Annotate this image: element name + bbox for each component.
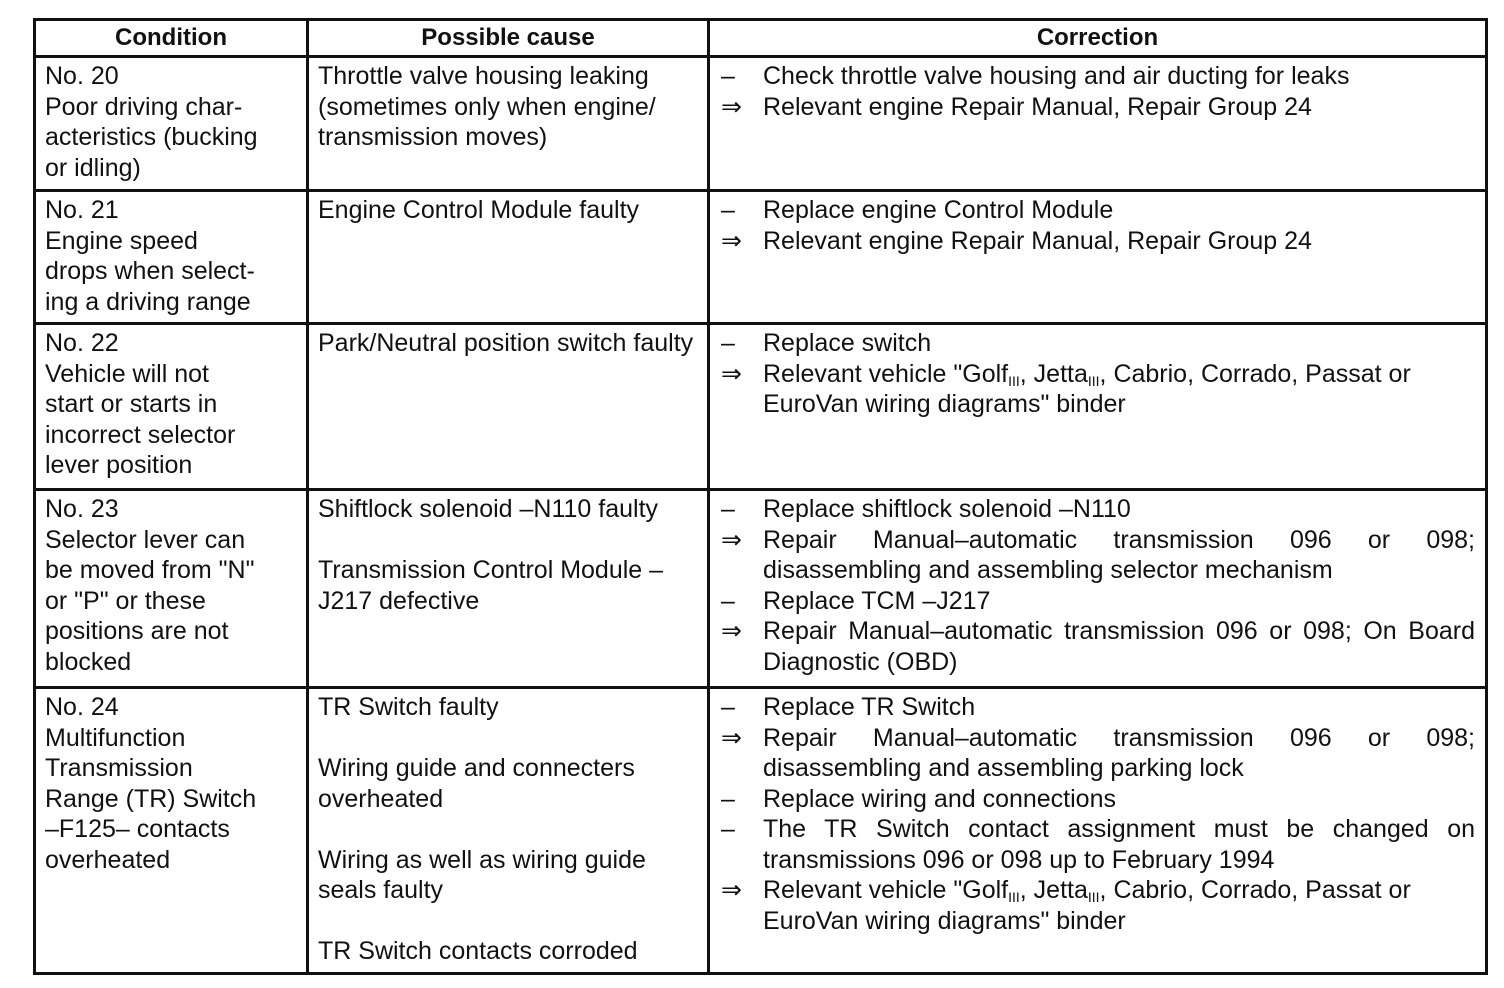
correction-item — [719, 784, 1479, 815]
correction-item — [719, 328, 1479, 359]
header-correction: Correction — [709, 20, 1487, 57]
condition-line: No. 20 — [45, 62, 119, 90]
cause-text: Transmission Control Module –J217 defective — [318, 556, 664, 615]
correction-item — [719, 61, 1479, 92]
correction-text: Replace TCM –J217 — [763, 586, 991, 615]
dash-bullet-icon: – — [721, 495, 735, 523]
roman-subscript: III — [1008, 889, 1020, 905]
condition-line: acteristics (bucking — [45, 123, 258, 151]
condition-line: start or starts in — [45, 390, 218, 418]
condition-cell — [35, 191, 308, 324]
arrow-bullet-icon: ⇒ — [721, 226, 742, 255]
correction-item — [719, 359, 1479, 420]
dash-bullet-icon: – — [721, 586, 735, 615]
cause-cell — [308, 688, 709, 974]
correction-text: Repair Manual–automatic transmission 096 or 098; disassembling and assembling parking lock — [763, 723, 1475, 782]
correction-text: Repair Manual–automatic transmission 096 or 098; disassembling and assembling selector mechanism — [763, 525, 1475, 584]
correction-text-part: , Jetta — [1019, 359, 1088, 388]
condition-line: or "P" or these — [45, 586, 206, 615]
condition-cell — [35, 688, 308, 974]
arrow-bullet-icon: ⇒ — [721, 525, 742, 554]
correction-item — [719, 226, 1479, 257]
correction-text-part: , Cabrio, Corrado, Passat or EuroVan wiring diagrams" binder — [763, 359, 1411, 418]
correction-text-part: , Cabrio, Corrado, Passat or EuroVan wiring diagrams" binder — [763, 876, 1411, 935]
correction-cell — [709, 57, 1487, 191]
condition-line: be moved from "N" — [45, 556, 255, 584]
condition-line: Transmission — [45, 754, 193, 782]
correction-cell — [709, 688, 1487, 974]
condition-line: Range (TR) Switch — [45, 784, 257, 813]
condition-line: blocked — [45, 647, 132, 676]
roman-subscript: III — [1087, 889, 1100, 905]
condition-line: Multifunction — [45, 723, 186, 752]
roman-subscript: III — [1087, 372, 1100, 389]
cause-text: Shiftlock solenoid –N110 faulty — [318, 495, 659, 523]
condition-cell — [35, 324, 308, 490]
correction-text: Relevant engine Repair Manual, Repair Group 24 — [763, 92, 1312, 121]
dash-bullet-icon: – — [721, 784, 735, 813]
correction-text: Repair Manual–automatic transmission 096 or 098; On Board Diagnostic (OBD) — [763, 617, 1475, 676]
condition-line: No. 22 — [45, 329, 119, 357]
dash-bullet-icon: – — [721, 196, 735, 224]
condition-line: positions are not — [45, 617, 229, 645]
correction-item — [719, 586, 1479, 617]
correction-text: The TR Switch contact assignment must be changed on transmissions 096 or 098 up to February 1994 — [763, 815, 1475, 874]
correction-cell — [709, 191, 1487, 324]
cause-text: Park/Neutral position switch faulty — [318, 329, 694, 357]
arrow-bullet-icon: ⇒ — [721, 723, 742, 752]
condition-line: Selector lever can — [45, 525, 246, 554]
header-condition: Condition — [35, 20, 308, 57]
cause-cell — [308, 57, 709, 191]
correction-item — [719, 195, 1479, 226]
table-row — [35, 490, 1487, 688]
condition-line: drops when select- — [45, 257, 255, 285]
cause-text: TR Switch faulty — [318, 693, 499, 721]
arrow-bullet-icon: ⇒ — [721, 359, 742, 388]
header-row — [35, 20, 1487, 57]
condition-line: No. 24 — [45, 693, 119, 721]
condition-line: or idling) — [45, 153, 141, 182]
correction-text: Replace TR Switch — [763, 693, 976, 721]
cause-cell — [308, 490, 709, 688]
condition-line: Engine speed — [45, 226, 198, 255]
condition-line: Poor driving char- — [45, 92, 243, 121]
correction-text-part: , Jetta — [1019, 876, 1088, 904]
condition-line: ing a driving range — [45, 287, 251, 316]
correction-text-part: Relevant vehicle "Golf — [763, 876, 1009, 904]
dash-bullet-icon: – — [721, 693, 735, 721]
arrow-bullet-icon: ⇒ — [721, 617, 742, 645]
condition-line: –F125– contacts — [45, 815, 230, 843]
header-possible-cause: Possible cause — [308, 20, 709, 57]
condition-cell — [35, 57, 308, 191]
table-row — [35, 57, 1487, 191]
correction-item — [719, 494, 1479, 525]
arrow-bullet-icon: ⇒ — [721, 876, 742, 904]
cause-text: Engine Control Module faulty — [318, 196, 640, 224]
troubleshooting-table — [33, 18, 1488, 975]
cause-cell — [308, 324, 709, 490]
condition-line: incorrect selector — [45, 420, 236, 449]
correction-text — [763, 359, 1479, 420]
correction-text: Replace wiring and connections — [763, 784, 1116, 813]
correction-item — [719, 692, 1479, 723]
correction-cell — [709, 490, 1487, 688]
arrow-bullet-icon: ⇒ — [721, 92, 742, 121]
dash-bullet-icon: – — [721, 329, 735, 357]
table-row — [35, 688, 1487, 974]
condition-cell — [35, 490, 308, 688]
correction-text: Check throttle valve housing and air ducting for leaks — [763, 62, 1350, 90]
correction-item — [719, 814, 1479, 875]
correction-item — [719, 92, 1479, 123]
condition-line: Vehicle will not — [45, 359, 209, 388]
table-row — [35, 324, 1487, 490]
correction-text: Replace switch — [763, 329, 932, 357]
cause-text: TR Switch contacts corroded — [318, 937, 638, 965]
correction-text: Replace shiftlock solenoid –N110 — [763, 495, 1131, 523]
correction-text: Relevant engine Repair Manual, Repair Group 24 — [763, 226, 1312, 255]
correction-text-part: Relevant vehicle "Golf — [763, 359, 1009, 388]
correction-item — [719, 723, 1479, 784]
dash-bullet-icon: – — [721, 62, 735, 90]
cause-cell — [308, 191, 709, 324]
correction-item — [719, 616, 1479, 677]
condition-line: overheated — [45, 845, 171, 874]
condition-line: lever position — [45, 451, 193, 479]
cause-text: Wiring guide and connecters overheated — [318, 754, 635, 813]
dash-bullet-icon: – — [721, 815, 735, 843]
table-row — [35, 191, 1487, 324]
correction-item — [719, 525, 1479, 586]
cause-text: Wiring as well as wiring guide seals faulty — [318, 845, 646, 904]
condition-line: No. 23 — [45, 495, 119, 523]
roman-subscript: III — [1008, 372, 1020, 389]
correction-cell — [709, 324, 1487, 490]
correction-text: Replace engine Control Module — [763, 196, 1114, 224]
correction-text — [763, 875, 1479, 936]
correction-item — [719, 875, 1479, 936]
condition-line: No. 21 — [45, 196, 119, 224]
cause-text: Throttle valve housing leaking (sometimes only when engine/ transmission moves) — [318, 62, 656, 151]
